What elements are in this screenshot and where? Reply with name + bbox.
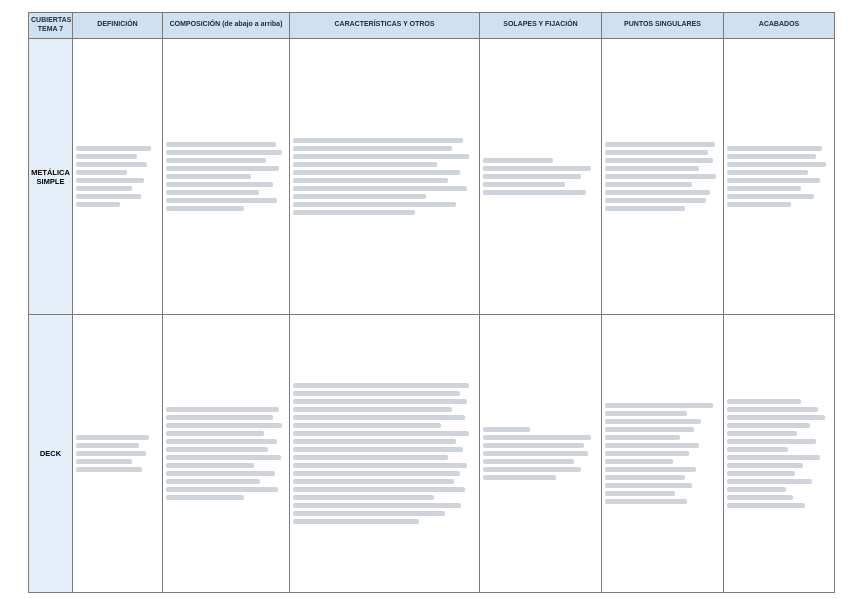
table-cell xyxy=(163,39,290,315)
roofing-table xyxy=(28,12,835,593)
table-cell xyxy=(602,39,724,315)
table-row xyxy=(29,315,835,593)
table-cell xyxy=(290,39,480,315)
table-cell xyxy=(480,315,602,593)
table-cell xyxy=(724,39,835,315)
column-header: PUNTOS SINGULARES xyxy=(602,13,724,39)
column-header: COMPOSICIÓN (de abajo a arriba) xyxy=(163,13,290,39)
table-cell xyxy=(163,315,290,593)
table-cell xyxy=(602,315,724,593)
document-page xyxy=(28,12,834,592)
row-label: DECK xyxy=(29,315,73,593)
column-header: SOLAPES Y FIJACIÓN xyxy=(480,13,602,39)
column-header: DEFINICIÓN xyxy=(73,13,163,39)
column-header: ACABADOS xyxy=(724,13,835,39)
table-row xyxy=(29,39,835,315)
row-label: METÁLICA SIMPLE xyxy=(29,39,73,315)
table-cell xyxy=(73,39,163,315)
table-cell xyxy=(724,315,835,593)
column-header: CARACTERÍSTICAS Y OTROS xyxy=(290,13,480,39)
table-cell xyxy=(73,315,163,593)
column-header: CUBIERTAS TEMA 7 xyxy=(29,13,73,39)
table-cell xyxy=(290,315,480,593)
table-cell xyxy=(480,39,602,315)
header-row xyxy=(29,13,835,39)
